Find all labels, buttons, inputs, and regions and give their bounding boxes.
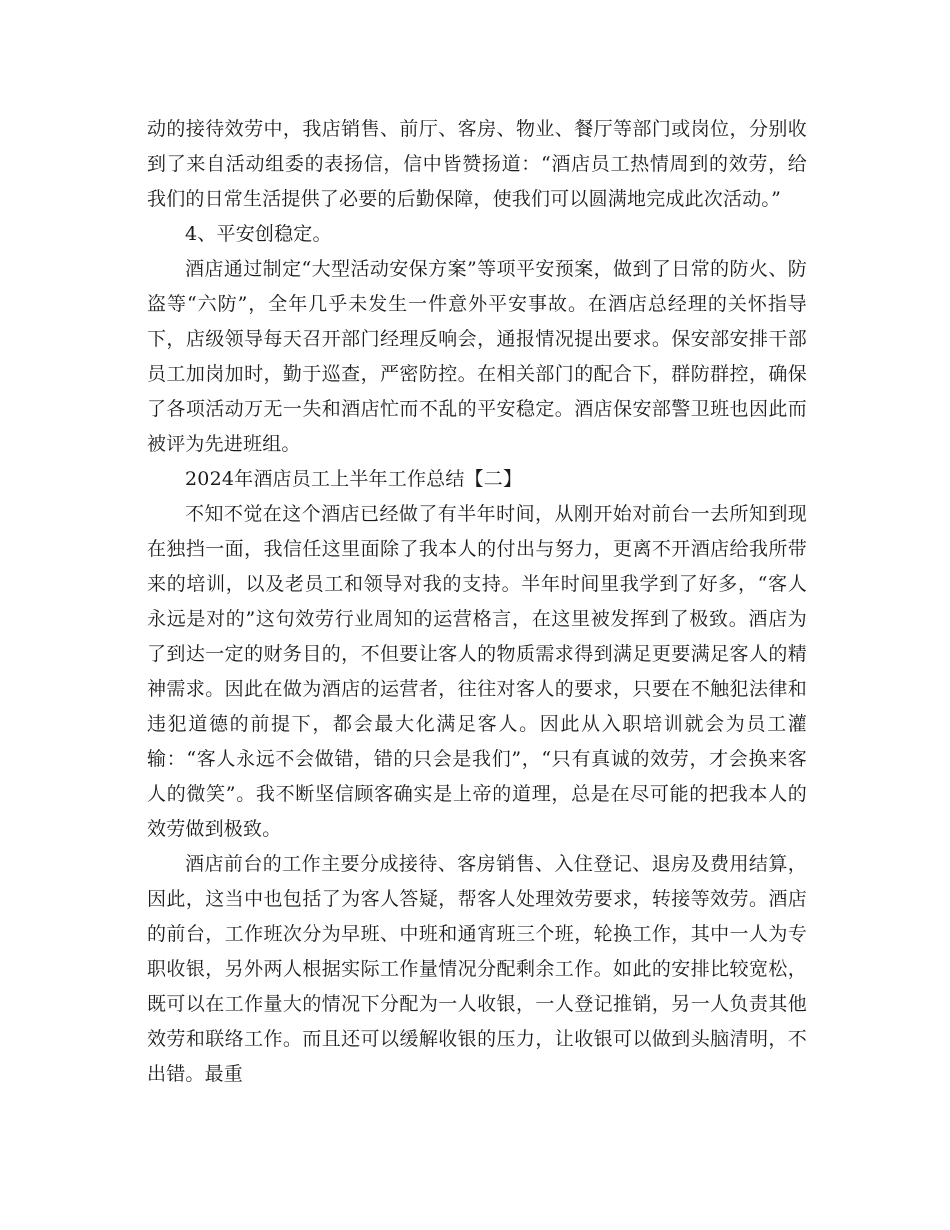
document-body xyxy=(147,112,807,1092)
section-heading-safety: 4、平安创稳定。 xyxy=(185,223,332,245)
section-title-part-two: 2024年酒店员工上半年工作总结【二】 xyxy=(185,468,523,490)
paragraph-safety: 酒店通过制定“大型活动安保方案”等项平安预案，做到了日常的防火、防盗等“六防”，全年几乎未发生一件意外平安事故。在酒店总经理的关怀指导下，店级领导每天召开部门经理反响会，通报情况提出要求。保安部安排干部员工加岗加时，勤于巡查，严密防控。在相关部门的配合下，群防群控，确保了各项活动万无一失和酒店忙而不乱的平安稳定。酒店保安部警卫班也因此而被评为先进班组。 xyxy=(147,258,807,455)
paragraph-front-desk-experience: 不知不觉在这个酒店已经做了有半年时间，从刚开始对前台一去所知到现在独挡一面，我信任这里面除了我本人的付出与努力，更离不开酒店给我所带来的培训，以及老员工和领导对我的支持。半年时间里我学到了好多，“客人永远是对的”这句效劳行业周知的运营格言，在这里被发挥到了极致。酒店为了到达一定的财务目的，不但要让客人的物质需求得到满足更要满足客人的精神需求。因此在做为酒店的运营者，往往对客人的要求，只要在不触犯法律和违犯道德的前提下，都会最大化满足客人。因此从入职培训就会为员工灌输：“客人永远不会做错，错的只会是我们”，“只有真诚的效劳，才会换来客人的微笑”。我不断坚信顾客确实是上帝的道理，总是在尽可能的把我本人的效劳做到极致。 xyxy=(147,503,807,840)
paragraph-front-desk-duties: 酒店前台的工作主要分成接待、客房销售、入住登记、退房及费用结算，因此，这当中也包括了为客人答疑，帮客人处理效劳要求，转接等效劳。酒店的前台，工作班次分为早班、中班和通宵班三个班，轮换工作，其中一人为专职收银，另外两人根据实际工作量情况分配剩余工作。如此的安排比较宽松，既可以在工作量大的情况下分配为一人收银，一人登记推销，另一人负责其他效劳和联络工作。而且还可以缓解收银的压力，让收银可以做到头脑清明，不出错。最重 xyxy=(147,853,807,1085)
paragraph-continuation: 动的接待效劳中，我店销售、前厅、客房、物业、餐厅等部门或岗位，分别收到了来自活动组委的表扬信，信中皆赞扬道：“酒店员工热情周到的效劳，给我们的日常生活提供了必要的后勤保障，使我们可以圆满地完成此次活动。” xyxy=(147,118,807,210)
